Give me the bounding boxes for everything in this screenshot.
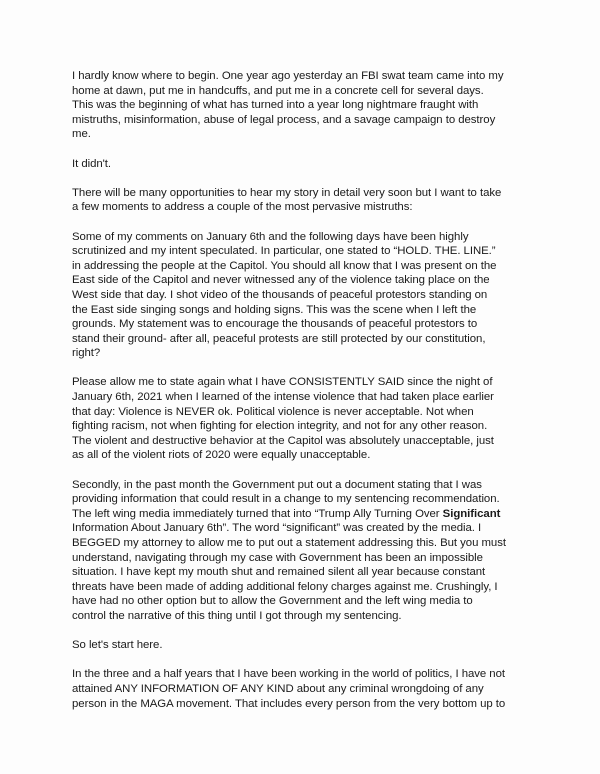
paragraph-january-6th-comments xyxy=(72,230,536,361)
text-line: as all of the violent riots of 2020 were equally unacceptable. xyxy=(72,449,371,462)
paragraph-politics xyxy=(72,667,536,711)
text-line: providing information that could result in a change to my sentencing recommendation. xyxy=(72,493,500,506)
text-line: January 6th, 2021 when I learned of the intense violence that had taken place earlier xyxy=(72,391,494,404)
text-line: mistruths, misinformation, abuse of legal process, and a savage campaign to destroy xyxy=(72,113,496,126)
text-line: right? xyxy=(72,347,101,360)
text-line: home at dawn, put me in handcuffs, and put me in a concrete cell for several days. xyxy=(72,84,484,97)
paragraph-intro xyxy=(72,69,536,142)
text-line: that day: Violence is NEVER ok. Political violence is never acceptable. Not when xyxy=(72,405,474,418)
text-line: Please allow me to state again what I have CONSISTENTLY SAID since the night of xyxy=(72,376,493,389)
text-line: the East side singing songs and holding signs. This was the scene when I left the xyxy=(72,303,477,316)
text-line xyxy=(72,507,536,522)
text-line: a few moments to address a couple of the most pervasive mistruths: xyxy=(72,201,413,214)
text-line: have had no other option but to allow the Government and the left wing media to xyxy=(72,595,473,608)
text-line: East side of the Capitol and never witnessed any of the violence taking place on the xyxy=(72,274,490,287)
paragraph-opportunities xyxy=(72,186,536,215)
text-line: I hardly know where to begin. One year ago yesterday an FBI swat team came into my xyxy=(72,70,504,82)
text-line: stand their ground- after all, peaceful protests are still protected by our constitution, xyxy=(72,332,486,345)
text-line: West side that day. I shot video of the thousands of peaceful protestors standing on xyxy=(72,288,488,301)
text-line: scrutinized and my intent speculated. In particular, one stated to “HOLD. THE. LINE.” xyxy=(72,245,496,258)
text-line: me. xyxy=(72,128,91,141)
text-line: This was the beginning of what has turned into a year long nightmare fraught with xyxy=(72,99,479,112)
text-segment: The left wing media immediately turned that into “Trump Ally Turning Over xyxy=(72,507,443,520)
text-line: grounds. My statement was to encourage the thousands of peaceful protestors to xyxy=(72,318,478,331)
text-line: threats have been made of adding additional felony charges against me. Crushingly, I xyxy=(72,580,498,593)
text-line: fighting racism, not when fighting for election integrity, and not for any other reason. xyxy=(72,420,488,433)
text-line: control the narrative of this thing until I got through my sentencing. xyxy=(72,609,402,622)
paragraph-start-here xyxy=(72,638,536,653)
bold-word: Significant xyxy=(442,507,501,520)
text-line: BEGGED my attorney to allow me to put out a statement addressing this. But you must xyxy=(72,537,506,549)
text-line: In the three and a half years that I have been working in the world of politics, I have not xyxy=(72,668,505,681)
paragraph-government-document xyxy=(72,478,536,624)
paragraph-violence-statement xyxy=(72,375,536,463)
text-line: The violent and destructive behavior at the Capitol was absolutely unacceptable, just xyxy=(72,434,494,447)
text-line: Secondly, in the past month the Government put out a document stating that I was xyxy=(72,478,482,491)
text-line: So let's start here. xyxy=(72,639,163,652)
text-line: attained ANY INFORMATION OF ANY KIND about any criminal wrongdoing of any xyxy=(72,682,484,695)
text-line: person in the MAGA movement. That includes every person from the very bottom up to xyxy=(72,697,506,710)
text-line: There will be many opportunities to hear my story in detail very soon but I want to take xyxy=(72,186,502,199)
text-line: in addressing the people at the Capitol. You should all know that I was present on the xyxy=(72,259,497,272)
text-line: Information About January 6th”. The word “significant” was created by the media. I xyxy=(72,522,482,535)
text-line: Some of my comments on January 6th and the following days have been highly xyxy=(72,230,469,243)
paragraph-it-didnt xyxy=(72,157,536,172)
text-line: It didn't. xyxy=(72,157,112,170)
text-line: understand, navigating through my case with Government has been an impossible xyxy=(72,551,483,564)
text-line: situation. I have kept my mouth shut and remained silent all year because constant xyxy=(72,566,486,579)
